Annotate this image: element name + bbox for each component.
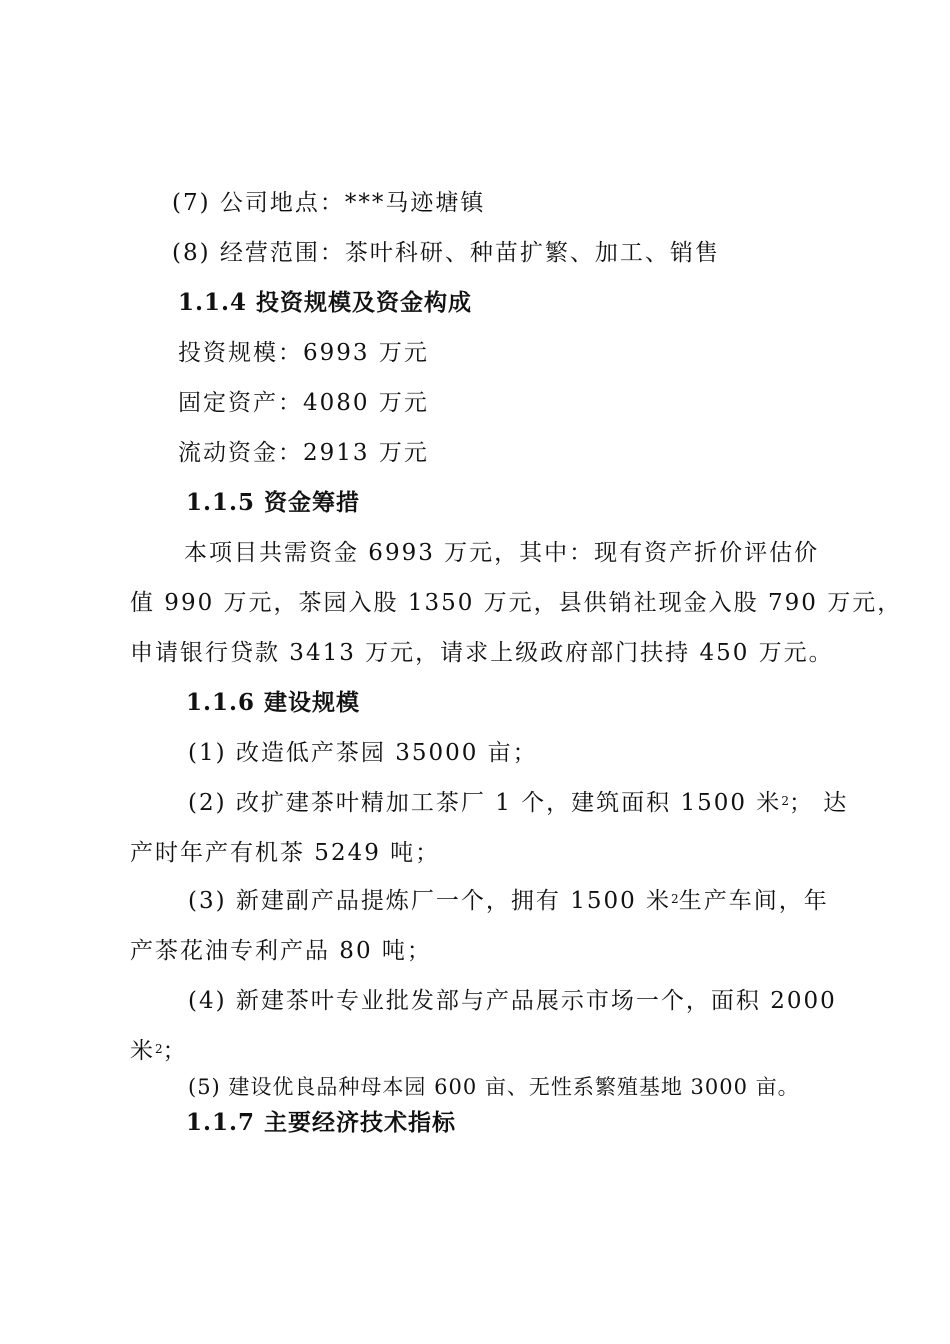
- scale-item-1: (1) 改造低产茶园 35000 亩；: [188, 740, 538, 766]
- section-heading-1-1-4: 1.1.4 投资规模及资金构成: [178, 289, 473, 316]
- superscript-square: 2: [671, 892, 679, 906]
- scale-item-3-line-2: 产茶花油专利产品 80 吨；: [130, 938, 432, 964]
- scale-item-2-line-1: [188, 788, 848, 818]
- section-heading-1-1-7: 1.1.7 主要经济技术指标: [186, 1109, 457, 1136]
- investment-scale: 投资规模：6993 万元: [178, 340, 429, 366]
- funding-paragraph-line-1: 本项目共需资金 6993 万元，其中：现有资产折价评估价: [184, 540, 820, 566]
- scale-item-3-text: (3) 新建副产品提炼厂一个，拥有 1500 米: [188, 888, 672, 914]
- fixed-assets: 固定资产：4080 万元: [178, 390, 429, 416]
- scale-item-2-text: (2) 改扩建茶叶精加工茶厂 1 个，建筑面积 1500 米: [188, 790, 782, 816]
- section-heading-1-1-6: 1.1.6 建设规模: [186, 689, 361, 716]
- scale-item-2-tail: ； 达: [788, 790, 849, 816]
- scale-item-2-line-2: 产时年产有机茶 5249 吨；: [130, 840, 441, 866]
- scale-item-3-line-1: [188, 886, 829, 916]
- working-capital: 流动资金：2913 万元: [178, 440, 429, 466]
- scale-item-3-tail: 生产车间，年: [678, 888, 829, 914]
- scale-item-5: (5) 建设优良品种母本园 600 亩、无性系繁殖基地 3000 亩。: [188, 1075, 800, 1099]
- funding-paragraph-line-3: 申请银行贷款 3413 万元，请求上级政府部门扶持 450 万元。: [130, 640, 834, 666]
- section-heading-1-1-5: 1.1.5 资金筹措: [186, 489, 361, 516]
- superscript-square: 2: [155, 1042, 163, 1056]
- superscript-square: 2: [781, 794, 789, 808]
- funding-paragraph-line-2: 值 990 万元，茶园入股 1350 万元，县供销社现金入股 790 万元，: [130, 590, 903, 616]
- scale-item-4-unit: 米: [130, 1038, 155, 1064]
- company-location: (7) 公司地点：***马迹塘镇: [172, 190, 486, 216]
- scale-item-4-line-2: [130, 1036, 188, 1066]
- scale-item-4-line-1: (4) 新建茶叶专业批发部与产品展示市场一个，面积 2000: [188, 988, 837, 1014]
- scale-item-4-tail: ；: [162, 1038, 188, 1064]
- business-scope: (8) 经营范围：茶叶科研、种苗扩繁、加工、销售: [172, 240, 720, 266]
